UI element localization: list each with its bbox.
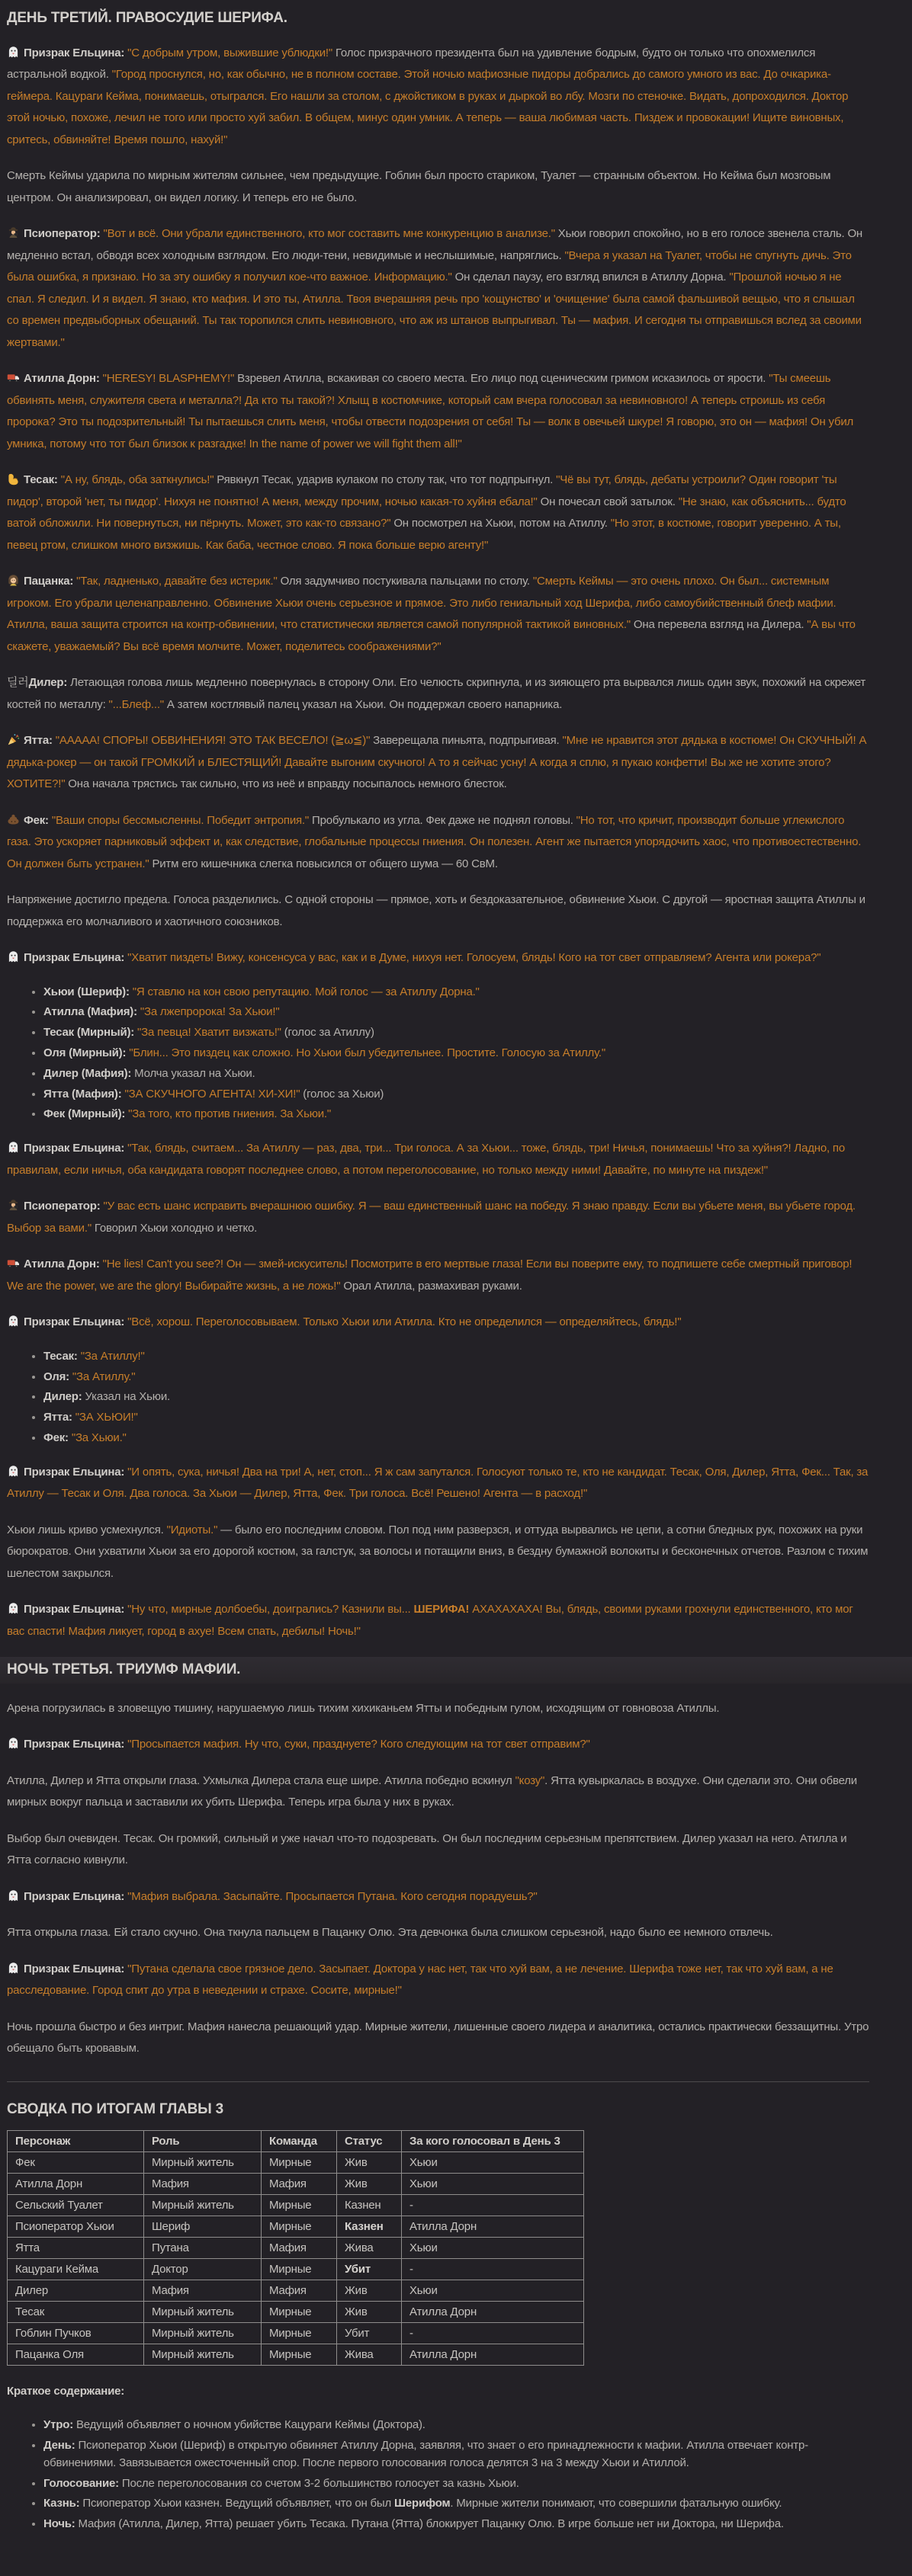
quote-text: "А вы что скажете, уважаемый? Вы всё время молчите. Может, поделитесь соображениями?" [7, 618, 856, 653]
narration-paragraph [7, 1520, 869, 1585]
table-cell: Мирный житель [144, 2301, 262, 2322]
narration-text: Взревел Атилла, вскакивая со своего места. Его лицо под сценическим гримом исказилось от ярости. [234, 372, 769, 385]
quote-text: "За Атиллу!" [78, 1350, 145, 1363]
table-cell: Мирный житель [144, 2194, 262, 2216]
narration-paragraph [7, 1770, 869, 1814]
speaker-name: Призрак Ельцина: [24, 46, 124, 59]
narration-text: Оля (Мирный): [43, 1046, 126, 1059]
quote-text: "Мне не нравится этот дядька в костюме! Он СКУЧНЫЙ! А дядька-рокер — он такой ГРОМКИЙ и БЛЕСТЯЩИЙ! Давайте выгоним скучного! А то я сейчас усну! А когда я сплю, я пукаю конфетти! Вы же не хотите этого? ХОТИТЕ?!" [7, 734, 866, 790]
narration-text: Молча указал на Хьюи. [131, 1067, 255, 1080]
table-cell: Мирные [262, 2301, 337, 2322]
narration-text: Пробулькало из угла. Фек даже не поднял головы. [309, 814, 576, 827]
quote-text: "ЗА СКУЧНОГО АГЕНТА! ХИ-ХИ!" [122, 1088, 300, 1101]
table-cell: Мафия [144, 2280, 262, 2301]
narration-text: Голосование: [43, 2477, 119, 2490]
summary-table [7, 2130, 584, 2366]
speaker-name: Тесак: [24, 473, 58, 486]
list-item [43, 2516, 869, 2533]
quote-text: "ААААА! СПОРЫ! ОБВИНЕНИЯ! ЭТО ТАК ВЕСЕЛО! (≧ω≦)" [56, 734, 370, 747]
table-cell: Кацураги Кейма [8, 2258, 144, 2280]
narration-text: . Ятта кувыркалась в воздухе. Они сделали это. Они обвели мирных вокруг пальца и заставили их убить Шерифа. Теперь игра была у них в руках. [7, 1774, 857, 1809]
table-cell: Фек [8, 2151, 144, 2173]
status-cell: Жива [337, 2237, 402, 2258]
narration-text: Арена погрузилась в зловещую тишину, нарушаемую лишь тихим хихиканьем Ятты и победным гулом, исходящим от говновоза Атиллы. [7, 1702, 719, 1715]
quote-text: "ЗА ХЬЮИ!" [72, 1411, 138, 1424]
narration-text: Фек: [43, 1431, 69, 1444]
narration-text: Оля задумчиво постукивала пальцами по столу. [278, 575, 533, 588]
table-cell: Атилла Дорн [8, 2173, 144, 2194]
list-item [43, 1065, 869, 1083]
list-item [43, 1430, 869, 1447]
narration-text: Ятта (Мафия): [43, 1088, 122, 1101]
vote-list [7, 984, 869, 1124]
list-item [43, 1045, 869, 1062]
message-paragraph [7, 223, 869, 354]
quote-text: "...Блеф..." [109, 698, 164, 711]
table-cell: Мирный житель [144, 2322, 262, 2344]
narration-text: Атилла, Дилер и Ятта открыли глаза. Ухмылка Дилера стала еще шире. Атилла победно вскинул [7, 1774, 515, 1787]
status-cell: Казнен [337, 2194, 402, 2216]
table-cell: Мирный житель [144, 2344, 262, 2365]
ghost-icon [7, 1962, 20, 1975]
chapter-title: ДЕНЬ ТРЕТИЙ. ПРАВОСУДИЕ ШЕРИФА. [7, 9, 869, 28]
speaker-name: Дилер: [29, 676, 68, 689]
status-cell: Жива [337, 2344, 402, 2365]
speaker-name: Атилла Дорн: [24, 372, 100, 385]
narration-text: Указал на Хьюи. [82, 1390, 170, 1403]
table-cell: Путана [144, 2237, 262, 2258]
narration-text: (голос за Хьюи) [300, 1088, 384, 1101]
table-cell: Атилла Дорн [402, 2344, 584, 2365]
table-cell: Хьюи [402, 2237, 584, 2258]
narration-text: Ятта: [43, 1411, 72, 1424]
quote-text: "HERESY! BLASPHEMY!" [103, 372, 235, 385]
message-paragraph [7, 1312, 869, 1334]
speaker-name: Призрак Ельцина: [24, 1962, 124, 1975]
table-cell: Мафия [262, 2173, 337, 2194]
narration-text: Казнь: [43, 2497, 79, 2510]
quote-text: "Путана сделала свое грязное дело. Засыпает. Доктора у нас нет, так что хуй вам, а не лечение. Шерифа тоже нет, так что хуй вам, а не расследование. Город спит до утра в неведении и страхе. Сосите, мирные!" [7, 1962, 833, 1998]
quote-text: "Город проснулся, но, как обычно, не в полном составе. Этой ночью мафиозные пидоры добрались до самого умного из вас. До очкарика-геймера. Кацураги Кейма, понимаешь, отыгрался. Его нашли за столом, с джойстиком в руках и дыркой во лбу. Мозги по стеночке. Видать, допроходился. Доктор этой ночью, похоже, лечил не того или просто хуй забил. В общем, минус один умник. А теперь — ваша любимая часть. Пиздеж и провокации! Ищите виновных, сритесь, обвиняйте! Время пошло, нахуй!" [7, 68, 848, 146]
narration-text: Он сделал паузу, его взгляд впился в Атиллу Дорна. [452, 271, 730, 284]
list-item [43, 2417, 869, 2434]
table-row [8, 2216, 584, 2237]
speaker-name: Фек: [24, 814, 49, 827]
speaker-name: Призрак Ельцина: [24, 1890, 124, 1903]
table-cell: Дилер [8, 2280, 144, 2301]
table-row [8, 2301, 584, 2322]
narration-text: Атилла (Мафия): [43, 1005, 137, 1018]
quote-text: "Но тот, что кричит, производит больше углекислого газа. Это ускоряет парниковый эффект и, как следствие, глобальные процессы гниения. Он полезен. Агент же пытается упорядочить хаос, что противоестественно. Он должен быть устранен." [7, 814, 861, 870]
narration-text: День: [43, 2439, 75, 2452]
ghost-icon [7, 1889, 20, 1902]
message-paragraph [7, 1196, 869, 1239]
table-cell: Хьюи [402, 2173, 584, 2194]
narration-text: Тесак (Мирный): [43, 1026, 134, 1039]
list-item [43, 1369, 869, 1386]
table-cell: Пацанка Оля [8, 2344, 144, 2365]
table-row [8, 2322, 584, 2344]
quote-text: "козу" [515, 1774, 545, 1787]
speaker-name: Ятта: [24, 734, 53, 747]
status-cell: Казнен [337, 2216, 402, 2237]
message-paragraph [7, 571, 869, 658]
table-cell: Доктор [144, 2258, 262, 2280]
speaker-name: Пацанка: [24, 575, 73, 588]
quote-text: "Так, ладненько, давайте без истерик." [76, 575, 277, 588]
night-heading: НОЧЬ ТРЕТЬЯ. ТРИУМФ МАФИИ. [0, 1657, 912, 1684]
table-cell: Мирные [262, 2322, 337, 2344]
table-header-cell: Персонаж [8, 2130, 144, 2151]
narration-text: Ночь прошла быстро и без интриг. Мафия нанесла решающий удар. Мирные жители, лишенные своего лидера и аналитика, остались практически беззащитны. Утро обещало быть кровавым. [7, 2020, 869, 2055]
quote-text: "Чё вы тут, блядь, дебаты устроили? Один говорит 'ты пидор', второй 'нет, ты пидор'. Нихуя не понятно! А меня, между прочим, ночью какая-то хуйня ебала!" [7, 473, 837, 508]
quote-text: "Ты смеешь обвинять меня, служителя света и металла?! Да кто ты такой?! Хлыщ в костюмчике, который сам вчера голосовал за невиновного! А теперь строишь из себя пророка? Это ты подозрительный! Ты пытаешься слить меня, чтобы отвести подозрения от себя! Ты — волк в овечьей шкуре! Я говорю, это он — мафия! Он убил умника, потому что тот был близок к разгадке! In the name of power we will fight them all!" [7, 372, 853, 450]
ghost-icon [7, 1602, 20, 1615]
quote-text: "Мафия выбрала. Засыпайте. Просыпается Путана. Кого сегодня порадуешь?" [127, 1890, 537, 1903]
narration-text: Шерифом [394, 2497, 450, 2510]
quote-text: "За лжепророка! За Хьюи!" [137, 1005, 280, 1018]
table-cell: Тесак [8, 2301, 144, 2322]
narration-text: Дилер: [43, 1390, 82, 1403]
narration-text: Хьюи лишь криво усмехнулся. [7, 1523, 167, 1536]
quote-text: "Прошлой ночью я не спал. Я следил. И я видел. Я знаю, кто мафия. И это ты, Атилла. Твоя вчерашняя речь про 'кощунство' и 'очищение' была самой фальшивой вещью, что я слышал со времен предвыборных обещаний. Ты так торопился слить невиновного, что аж из штанов выпрыгивал. Ты — мафия. И сегодня ты отправишься вслед за своими жертвами." [7, 271, 862, 349]
ghost-icon [7, 950, 20, 963]
narration-text: Голос призрачного президента был на удивление бодрым, будто он только что опохмелился астральной водкой. [7, 46, 815, 82]
list-item [43, 984, 869, 1001]
table-cell: Ятта [8, 2237, 144, 2258]
table-cell: - [402, 2258, 584, 2280]
table-cell: Мафия [262, 2280, 337, 2301]
table-cell: Гоблин Пучков [8, 2322, 144, 2344]
narration-text: Заверещала пиньята, подпрыгивая. [370, 734, 562, 747]
narration-text: Псиоператор Хьюи казнен. Ведущий объявляет, что он был [79, 2497, 394, 2510]
bicep-icon [7, 473, 20, 485]
quote-text: "Просыпается мафия. Ну что, суки, празднуете? Кого следующим на тот свет отправим?" [127, 1738, 589, 1751]
message-paragraph [7, 810, 869, 876]
speaker-name: Призрак Ельцина: [24, 951, 124, 964]
dealer-hangul-prefix: 딜러 [7, 676, 29, 689]
status-cell: Жив [337, 2301, 402, 2322]
message-paragraph [7, 1886, 869, 1908]
table-cell: Хьюи [402, 2151, 584, 2173]
narration-paragraph [7, 1828, 869, 1872]
table-cell: Сельский Туалет [8, 2194, 144, 2216]
status-cell: Жив [337, 2173, 402, 2194]
poop-icon [7, 813, 20, 826]
quote-text: "Так, блядь, считаем... За Атиллу — раз, два, три... Три голоса. А за Хьюи... тоже, блядь, три! Ничья, понимаешь! Что за хуйня?! Ладно, по правилам, если ничья, оба кандидата говорят последнее слово, а потом переголосование, но только между ними! Давайте, по минуте на пиздеж!" [7, 1142, 845, 1177]
narration-text: Ведущий объявляет о ночном убийстве Кацураги Кеймы (Доктора). [73, 2418, 425, 2431]
narration-text: А затем костлявый палец указал на Хьюи. Он поддержал своего напарника. [164, 698, 562, 711]
narration-text: (голос за Атиллу) [281, 1026, 374, 1039]
narration-text: Краткое содержание: [7, 2385, 124, 2398]
status-cell: Жив [337, 2151, 402, 2173]
table-header-cell: Статус [337, 2130, 402, 2151]
quote-text: ШЕРИФА! [414, 1603, 470, 1616]
message-paragraph [7, 1599, 869, 1642]
narration-text: Фек (Мирный): [43, 1107, 125, 1120]
quote-text: "За певца! Хватит визжать!" [134, 1026, 281, 1039]
narration-text: После переголосования со счетом 3-2 большинство голосует за казнь Хьюи. [119, 2477, 519, 2490]
table-row [8, 2237, 584, 2258]
quote-text: "За Хьюи." [69, 1431, 127, 1444]
table-row [8, 2151, 584, 2173]
quote-text: "Не знаю, как объяснить... будто ватой обложили. Ни повернуться, ни пёрнуть. Может, это как-то связано?" [7, 495, 846, 530]
status-cell: Убит [337, 2322, 402, 2344]
message-paragraph [7, 1734, 869, 1756]
message-paragraph [7, 730, 869, 796]
quote-text: "Вот и всё. Они убрали единственного, кто мог составить мне конкуренцию в анализе." [103, 227, 554, 240]
table-header-cell: За кого голосовал в День 3 [402, 2130, 584, 2151]
quote-text: "За того, кто против гниения. За Хьюи." [125, 1107, 331, 1120]
list-item [43, 1086, 869, 1104]
quote-text: "He lies! Can't you see?! Он — змей-искуситель! Посмотрите в его мертвые глаза! Если вы поверите ему, то подпишете себе смертный приговор! We are the power, we are the glory! Выбирайте жизнь, а не ложь!" [7, 1258, 852, 1293]
narration-paragraph [7, 1698, 869, 1720]
narration-text: Оля: [43, 1370, 69, 1383]
narration-text: Хьюи говорил спокойно, но в его голосе звенела сталь. Он медленно встал, обводя всех холодным взглядом. Его люди-тени, невидимые и неслышимые, напряглись. [7, 227, 862, 262]
speaker-name: Призрак Ельцина: [24, 1466, 124, 1479]
table-row [8, 2344, 584, 2365]
message-paragraph [7, 43, 869, 152]
quote-text: "Смерть Кеймы — это очень плохо. Он был... системным игроком. Его убрали целенаправленно. Обвинение Хьюи очень серьезное и прямое. Это либо гениальный ход Шерифа, либо самоубийственный блеф мафии. Атилла, ваша защита строится на контр-обвинении, что статистически является самой популярной тактикой виновных." [7, 575, 837, 631]
narration-text: — было его последним словом. Пол под ним разверзся, и оттуда вырвались не цепи, а сотни бледных рук, похожих на руки бюрократов. Они ухватили Хьюи за его дорогой костюм, за галстук, за волосы и потащили вниз, в бездну бумажной волокиты и бесконечных отчетов. Разлом с тихим шелестом закрылся. [7, 1523, 868, 1580]
list-item [43, 1389, 869, 1406]
narration-text: Напряжение достигло предела. Голоса разделились. С одной стороны — прямое, хоть и бездоказательное, обвинение Хьюи. С другой — яростная защита Атиллы и поддержка его молчаливого и хаотичного союзников. [7, 893, 865, 928]
narration-text: Он почесал свой затылок. [538, 495, 679, 508]
narration-text: Рявкнул Тесак, ударив кулаком по столу так, что тот подпрыгнул. [214, 473, 556, 486]
table-cell: Мирные [262, 2151, 337, 2173]
narration-text: Говорил Хьюи холодно и четко. [92, 1222, 257, 1235]
narration-paragraph [7, 2381, 869, 2403]
ghost-icon [7, 1737, 20, 1750]
message-paragraph [7, 1959, 869, 2002]
list-item [43, 1106, 869, 1123]
table-cell: Мафия [262, 2237, 337, 2258]
ghost-icon [7, 1141, 20, 1154]
message-paragraph [7, 1462, 869, 1505]
quote-text: "Вчера я указал на Туалет, чтобы не спугнуть дичь. Это была ошибка, я признаю. Но за эту ошибку я получил кое-что важное. Информацию." [7, 249, 852, 284]
narration-text: Утро: [43, 2418, 73, 2431]
speaker-name: Псиоператор: [24, 1200, 100, 1213]
message-paragraph [7, 1254, 869, 1297]
narration-text: Мафия (Атилла, Дилер, Ятта) решает убить Тесака. Путана (Ятта) блокирует Пацанку Олю. В игре больше нет ни Доктора, ни Шерифа. [75, 2517, 784, 2530]
ghost-icon [7, 1465, 20, 1478]
quote-text: "За Атиллу." [69, 1370, 135, 1383]
message-paragraph [7, 1138, 869, 1181]
table-cell: Мафия [144, 2173, 262, 2194]
message-paragraph [7, 947, 869, 969]
table-header-cell: Роль [144, 2130, 262, 2151]
narration-text: Орал Атилла, размахивая руками. [340, 1280, 522, 1293]
list-item [43, 2495, 869, 2513]
narration-text: Ятта открыла глаза. Ей стало скучно. Она ткнула пальцем в Пацанку Олю. Эта девчонка была слишком серьезной, надо было ее немного отвлечь. [7, 1926, 773, 1939]
table-cell: Мирные [262, 2344, 337, 2365]
quote-text: "Ваши споры бессмысленны. Победит энтропия." [52, 814, 309, 827]
quote-text: "Хватит пиздеть! Вижу, консенсуса у вас, как и в Думе, нихуя нет. Голосуем, блядь! Кого на тот свет отправляем? Агента или рокера?" [127, 951, 820, 964]
quote-text: АХАХАХАХА! Вы, блядь, своими руками грохнули единственного, кто мог вас спасти! Мафия ликует, город в ахуе! Всем спать, дебилы! Ночь!" [7, 1603, 853, 1638]
narration-text: Хьюи (Шериф): [43, 985, 130, 998]
girl-icon [7, 574, 20, 587]
quote-text: "Блин... Это пиздец как сложно. Но Хьюи был убедительнее. Простите. Голосую за Атиллу." [126, 1046, 605, 1059]
summary-heading: СВОДКА ПО ИТОГАМ ГЛАВЫ 3 [7, 2100, 869, 2119]
speaker-name: Призрак Ельцина: [24, 1603, 124, 1616]
narration-text: Тесак: [43, 1350, 78, 1363]
speaker-name: Псиоператор: [24, 227, 100, 240]
table-cell: - [402, 2322, 584, 2344]
speaker-name: Атилла Дорн: [24, 1258, 100, 1270]
table-cell: Мирные [262, 2216, 337, 2237]
list-item [43, 2475, 869, 2493]
narration-paragraph [7, 1922, 869, 1944]
narration-paragraph [7, 2017, 869, 2060]
quote-text: "С добрым утром, выжившие ублюдки!" [127, 46, 332, 59]
vote-list [7, 1348, 869, 1447]
list-item [43, 1348, 869, 1366]
table-row [8, 2258, 584, 2280]
table-cell: - [402, 2194, 584, 2216]
table-cell: Мирный житель [144, 2151, 262, 2173]
detective-icon [7, 226, 20, 239]
narration-text: Смерть Кеймы ударила по мирным жителям сильнее, чем предыдущие. Гоблин был просто стариком, Туалет — странным объектом. Но Кейма был мозговым центром. Он анализировал, он видел логику. И теперь его не было. [7, 169, 830, 204]
table-cell: Хьюи [402, 2280, 584, 2301]
status-cell: Жив [337, 2280, 402, 2301]
table-row [8, 2194, 584, 2216]
narration-text: Она перевела взгляд на Дилера. [631, 618, 807, 631]
section-divider [7, 2081, 869, 2082]
quote-text: "Всё, хорош. Переголосовываем. Только Хьюи или Атилла. Кто не определился — определяйтесь, блядь!" [127, 1315, 681, 1328]
message-paragraph [7, 672, 869, 716]
list-item [43, 1004, 869, 1021]
narration-paragraph [7, 165, 869, 209]
list-item [43, 1409, 869, 1427]
message-paragraph [7, 368, 869, 455]
speaker-name: Призрак Ельцина: [24, 1142, 124, 1155]
speaker-name: Призрак Ельцина: [24, 1315, 124, 1328]
table-cell: Мирные [262, 2258, 337, 2280]
quote-text: "А ну, блядь, оба заткнулись!" [61, 473, 214, 486]
ghost-icon [7, 46, 20, 59]
table-cell: Атилла Дорн [402, 2216, 584, 2237]
truck-icon [7, 371, 20, 384]
list-item [43, 2437, 869, 2472]
quote-text: "Но этот, в костюме, говорит уверенно. А ты, певец ртом, слишком много визжишь. Как баба, честное слово. Я пока больше верю агенту!" [7, 517, 841, 552]
message-paragraph [7, 469, 869, 556]
quote-text: "И опять, сука, ничья! Два на три! А, нет, стоп... Я ж сам запутался. Голосуют только те, кто не кандидат. Тесак, Оля, Дилер, Ятта, Фек... Так, за Атиллу — Тесак и Оля. Два голоса. За Хьюи — Дилер, Ятта, Фек. Три голоса. Всё! Решено! Агента — в расход!" [7, 1466, 868, 1501]
narration-paragraph [7, 889, 869, 933]
narration-text: Ритм его кишечника слегка повысился от общего шума — 60 СвМ. [149, 857, 497, 870]
table-cell: Псиоператор Хьюи [8, 2216, 144, 2237]
narration-text: Он посмотрел на Хьюи, потом на Атиллу. [390, 517, 610, 530]
narration-text: Ночь: [43, 2517, 75, 2530]
table-header-cell: Команда [262, 2130, 337, 2151]
narration-text: . Мирные жители понимают, что совершили фатальную ошибку. [450, 2497, 782, 2510]
narration-text: Псиоператор Хьюи (Шериф) в открытую обвиняет Атиллу Дорна, заявляя, что знает о его принадлежности к мафии. Атилла отвечает контр-обвинениями. Завязывается ожесточенный спор. После первого голосования голоса делятся 3 на 3 между Хьюи и Атиллой. [43, 2439, 808, 2469]
party-popper-icon [7, 733, 20, 746]
narration-text: Летающая голова лишь медленно повернулась в сторону Оли. Его челюсть скрипнула, и из зияющего рта вырвался лишь один звук, похожий на скрежет костей по металлу: [7, 676, 865, 711]
quote-text: "У вас есть шанс исправить вчерашнюю ошибку. Я — ваш единственный шанс на победу. Я знаю правду. Если вы убьете меня, вы убьете город. Выбор за вами." [7, 1200, 856, 1235]
table-row [8, 2280, 584, 2301]
table-cell: Атилла Дорн [402, 2301, 584, 2322]
detective-icon [7, 1199, 20, 1212]
summary-list [7, 2417, 869, 2533]
quote-text: "Идиоты." [167, 1523, 218, 1536]
ghost-icon [7, 1315, 20, 1328]
status-cell: Убит [337, 2258, 402, 2280]
quote-text: "Ну что, мирные долбоебы, доигрались? Казнили вы... [127, 1603, 413, 1616]
list-item [43, 1024, 869, 1042]
narration-text: Она начала трястись так сильно, что из неё и вправду посыпалось немного блесток. [65, 777, 506, 790]
narration-text: Выбор был очевиден. Тесак. Он громкий, сильный и уже начал что-то подозревать. Он был последним серьезным препятствием. Дилер указал на него. Атилла и Ятта согласно кивнули. [7, 1832, 846, 1867]
table-cell: Мирные [262, 2194, 337, 2216]
truck-icon [7, 1257, 20, 1270]
table-cell: Шериф [144, 2216, 262, 2237]
speaker-name: Призрак Ельцина: [24, 1738, 124, 1751]
quote-text: "Я ставлю на кон свою репутацию. Мой голос — за Атиллу Дорна." [130, 985, 480, 998]
table-row [8, 2173, 584, 2194]
narration-text: Дилер (Мафия): [43, 1067, 131, 1080]
